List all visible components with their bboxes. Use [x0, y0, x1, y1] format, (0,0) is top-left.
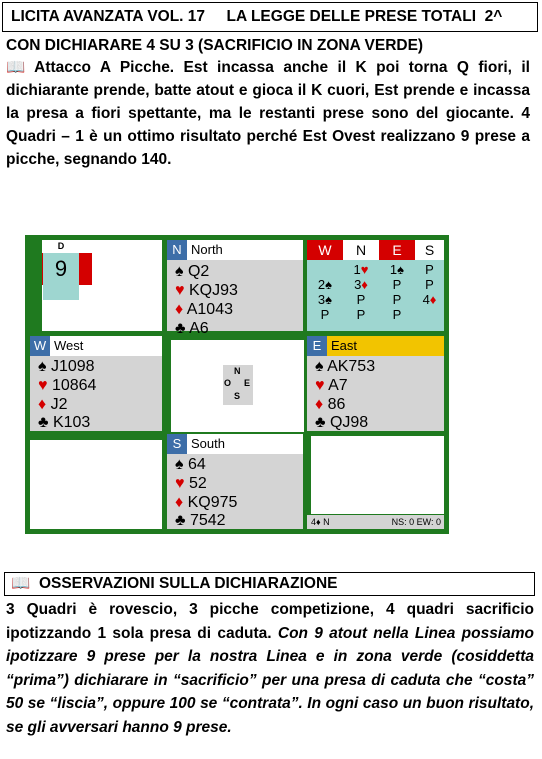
west-spades: J1098 [50, 358, 95, 375]
east-hearts: A7 [328, 377, 348, 394]
south-clubs: 7542 [189, 512, 226, 529]
west-diamonds: J2 [50, 396, 68, 413]
south-spades: 64 [187, 456, 206, 473]
east-diamonds: 86 [327, 396, 346, 413]
heart-icon: ♥ [175, 475, 185, 492]
dealer-label: D [43, 240, 79, 253]
bid-cell: P [425, 277, 434, 292]
observations-plain: 3 Quadri è rovescio, 3 picche competizione, 4 quadri sacrificio ipotizzando 1 sola presa di caduta. [6, 601, 534, 642]
compass-o: O [224, 378, 232, 388]
board-number: 9 [43, 253, 79, 285]
west-hand [30, 336, 162, 431]
compass [223, 365, 253, 405]
bid-cell: P [392, 292, 402, 307]
north-spades: Q2 [187, 263, 210, 280]
page-header: LICITA AVANZATA VOL. 17 LA LEGGE DELLE PRESE TOTALI 2^ [2, 2, 538, 32]
empty-panel-sw [30, 440, 162, 529]
diamond-icon: ♦ [175, 494, 184, 511]
heart-icon: ♥ [38, 377, 48, 394]
bid-cell: 1♠ [389, 262, 405, 277]
south-seat-badge: S [167, 434, 187, 454]
bidding-panel [307, 240, 444, 331]
north-hand [167, 240, 303, 337]
bid-cell: P [392, 277, 402, 292]
observations-text [6, 598, 534, 739]
south-hearts: 52 [188, 475, 207, 492]
diamond-icon: ♦ [38, 396, 47, 413]
east-hand [307, 336, 444, 431]
bid-cell: P [356, 307, 366, 322]
bid-cell: 2♠ [317, 277, 333, 292]
bid-cell: P [320, 307, 330, 322]
bid-header-w: W [307, 240, 343, 260]
dealer-panel [30, 240, 162, 331]
east-name: East [331, 338, 358, 353]
heart-icon: ♥ [175, 282, 185, 299]
east-header [307, 336, 444, 356]
north-seat-badge: N [167, 240, 187, 260]
dealer-tile-bottom [43, 285, 79, 300]
book-icon: 📖 [11, 575, 31, 592]
west-header [30, 336, 162, 356]
club-icon: ♣ [175, 320, 186, 337]
spade-icon: ♠ [38, 358, 47, 375]
bid-header-s: S [415, 240, 444, 260]
heart-icon: ♥ [315, 377, 325, 394]
south-header [167, 434, 303, 454]
spade-icon: ♠ [175, 456, 184, 473]
vulnerability: NS: 0 EW: 0 [391, 517, 441, 527]
spade-icon: ♠ [315, 358, 324, 375]
empty-panel-se [311, 436, 444, 514]
observations-italic: Con 9 atout nella Linea possiamo ipotizzare 9 prese per la nostra Linea e in zona verde (cosiddetta “prima”) dichiarare in “sacrificio” per una presa di caduta che “costa” 50 se “liscia”, oppure 100 se “contrata”. In ogni caso un buon risultato, se gli avversari hanno 9 prese. [6, 624, 534, 736]
north-hearts: KQJ93 [188, 282, 238, 299]
south-hand [167, 434, 303, 529]
south-diamonds: KQ975 [187, 494, 238, 511]
east-clubs: QJ98 [329, 414, 369, 431]
club-icon: ♣ [175, 512, 186, 529]
west-clubs: K103 [52, 414, 91, 431]
bid-cell: 3♦ [354, 277, 368, 292]
north-diamonds: A1043 [186, 301, 233, 318]
compass-s: S [234, 391, 241, 401]
bid-cell: 4♦ [422, 292, 437, 307]
club-icon: ♣ [38, 414, 49, 431]
description-text: Attacco A Picche. Est incassa anche il K poi torna Q fiori, il dichiarante prende, batte atout e gioca il K cuori, Est prende e incassa la presa a fiori spettante, ma le restanti prese sono del giocante. 4 Quadri – 1 è un ottimo risultato perché Est Ovest realizzano 9 prese a picche, segnando 140. [6, 59, 530, 168]
bridge-board [25, 235, 449, 534]
result-bar [307, 515, 444, 529]
north-clubs: A6 [189, 320, 209, 337]
bid-cell: P [425, 262, 434, 277]
east-seat-badge: E [307, 336, 327, 356]
compass-n: N [234, 366, 241, 376]
bid-header-n: N [343, 240, 379, 260]
south-name: South [191, 436, 225, 451]
bid-cell: 3♠ [317, 292, 333, 307]
observations-title: OSSERVAZIONI SULLA DICHIARAZIONE [38, 575, 338, 592]
subtitle: CON DICHIARARE 4 SU 3 (SACRIFICIO IN ZONA VERDE) [6, 37, 424, 54]
east-spades: AK753 [327, 358, 376, 375]
west-hearts: 10864 [51, 377, 97, 394]
north-header [167, 240, 303, 260]
bid-cell: P [356, 292, 366, 307]
description-paragraph [6, 56, 530, 171]
west-name: West [54, 338, 84, 353]
club-icon: ♣ [315, 414, 326, 431]
bid-header-e: E [379, 240, 415, 260]
contract: 4♦ N [311, 517, 330, 527]
diamond-icon: ♦ [175, 301, 184, 318]
north-name: North [191, 242, 223, 257]
spade-icon: ♠ [175, 263, 184, 280]
dealer-border [30, 240, 42, 331]
bid-cell: P [392, 307, 402, 322]
book-icon: 📖 [6, 59, 26, 76]
table-center [171, 340, 304, 432]
vuln-red-right [79, 253, 92, 285]
bid-cell: 1♥ [353, 262, 369, 277]
observations-title-box [4, 572, 535, 596]
west-seat-badge: W [30, 336, 50, 356]
diamond-icon: ♦ [315, 396, 324, 413]
compass-e: E [244, 378, 251, 388]
